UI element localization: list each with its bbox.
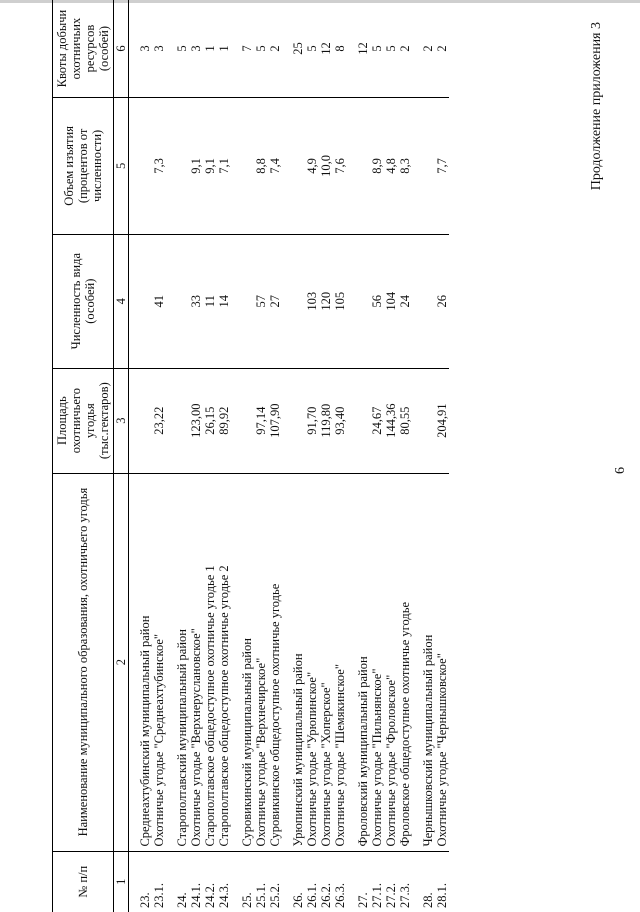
row-name: Старополтавское общедоступное охотничье угодье 2 bbox=[217, 473, 231, 851]
area-value: 97,14 bbox=[254, 368, 268, 473]
district-area-value bbox=[138, 368, 152, 473]
table-row bbox=[370, 0, 384, 912]
area-value: 204,91 bbox=[435, 368, 449, 473]
area-value: 107,90 bbox=[268, 368, 282, 473]
district-percent-value bbox=[291, 98, 305, 235]
table-header-row bbox=[53, 0, 114, 912]
row-name: Охотничье угодье "Чернышковское" bbox=[435, 473, 449, 851]
district-area-value bbox=[175, 368, 189, 473]
area-value: 80,55 bbox=[398, 368, 412, 473]
district-population-value bbox=[291, 234, 305, 368]
district-area-value bbox=[421, 368, 435, 473]
table-row bbox=[435, 0, 449, 912]
percent-value: 8,3 bbox=[398, 98, 412, 235]
row-number: 24.2. bbox=[203, 883, 217, 908]
district-area-value bbox=[240, 368, 254, 473]
district-percent-value bbox=[175, 98, 189, 235]
district-row bbox=[138, 0, 152, 912]
quota-value: 1 bbox=[217, 0, 231, 98]
district-percent-value bbox=[240, 98, 254, 235]
quota-value: 2 bbox=[268, 0, 282, 98]
percent-value: 4,9 bbox=[305, 98, 319, 235]
row-number: 28.1. bbox=[435, 883, 449, 908]
district-quota-value: 25 bbox=[291, 0, 305, 98]
area-value: 89,92 bbox=[217, 368, 231, 473]
district-row-name: Суровикинский муниципальный район bbox=[240, 473, 254, 851]
percent-value: 8,8 bbox=[254, 98, 268, 235]
district-row-name: Старополтавский муниципальный район bbox=[175, 473, 189, 851]
district-row-name: Урюпинский муниципальный район bbox=[291, 473, 305, 851]
row-number: 25.2. bbox=[268, 883, 282, 908]
column-index-row bbox=[114, 0, 129, 912]
group-spacer bbox=[412, 0, 421, 912]
population-value: 27 bbox=[268, 234, 282, 368]
table-row bbox=[268, 0, 282, 912]
table-row bbox=[152, 0, 166, 912]
header-cell-name: Наименование муниципального образования, охотничьего угодья bbox=[53, 473, 114, 851]
row-name: Охотничье угодье "Верхнечирское" bbox=[254, 473, 268, 851]
percent-value: 7,6 bbox=[333, 98, 347, 235]
district-row-name: Среднеахтубинский муниципальный район bbox=[138, 473, 152, 851]
area-value: 93,40 bbox=[333, 368, 347, 473]
district-quota-value: 2 bbox=[421, 0, 435, 98]
district-row-number: 25. bbox=[240, 892, 254, 908]
district-quota-value: 7 bbox=[240, 0, 254, 98]
population-value: 26 bbox=[435, 234, 449, 368]
group-spacer bbox=[282, 0, 291, 912]
row-number: 26.2. bbox=[319, 883, 333, 908]
quota-value: 2 bbox=[435, 0, 449, 98]
population-value: 11 bbox=[203, 234, 217, 368]
district-quota-value: 12 bbox=[356, 0, 370, 98]
table-row bbox=[254, 0, 268, 912]
district-row-number: 27. bbox=[356, 892, 370, 908]
row-name: Охотничье угодье "Хоперское" bbox=[319, 473, 333, 851]
quota-value: 8 bbox=[333, 0, 347, 98]
district-population-value bbox=[138, 234, 152, 368]
row-number: 25.1. bbox=[254, 883, 268, 908]
row-number: 23.1. bbox=[152, 883, 166, 908]
district-row-number: 23. bbox=[138, 892, 152, 908]
table-row bbox=[305, 0, 319, 912]
row-name: Охотничье угодье "Среднеахтубинское" bbox=[152, 473, 166, 851]
population-value: 105 bbox=[333, 234, 347, 368]
row-number: 24.3. bbox=[217, 883, 231, 908]
district-quota-value: 3 bbox=[138, 0, 152, 98]
district-population-value bbox=[175, 234, 189, 368]
area-value: 144,36 bbox=[384, 368, 398, 473]
district-quota-value: 5 bbox=[175, 0, 189, 98]
population-value: 103 bbox=[305, 234, 319, 368]
row-name: Охотничье угодье "Шемякинское" bbox=[333, 473, 347, 851]
quota-value: 5 bbox=[254, 0, 268, 98]
percent-value: 7,7 bbox=[435, 98, 449, 235]
group-spacer bbox=[231, 0, 240, 912]
percent-value: 7,4 bbox=[268, 98, 282, 235]
header-cell-area: Площадь охотничьего угодья (тыс.гектаров) bbox=[53, 368, 114, 473]
column-index: 2 bbox=[114, 473, 129, 851]
row-number: 27.2. bbox=[384, 883, 398, 908]
table-row bbox=[189, 0, 203, 912]
district-row-number: 26. bbox=[291, 892, 305, 908]
quota-value: 5 bbox=[305, 0, 319, 98]
header-cell-num: № п/п bbox=[53, 851, 114, 912]
continuation-label: Продолжение приложения 3 bbox=[589, 22, 604, 191]
row-name: Охотничье угодье "Урюпинское" bbox=[305, 473, 319, 851]
column-index: 5 bbox=[114, 98, 129, 235]
percent-value: 9,1 bbox=[189, 98, 203, 235]
table-row bbox=[333, 0, 347, 912]
district-row-number: 24. bbox=[175, 892, 189, 908]
population-value: 104 bbox=[384, 234, 398, 368]
district-percent-value bbox=[421, 98, 435, 235]
table-row bbox=[203, 0, 217, 912]
row-name: Охотничье угодье "Верхнеруслановское" bbox=[189, 473, 203, 851]
column-index: 4 bbox=[114, 234, 129, 368]
quota-value: 12 bbox=[319, 0, 333, 98]
page-number: 6 bbox=[613, 467, 628, 474]
district-row-name: Фроловский муниципальный район bbox=[356, 473, 370, 851]
quota-value: 3 bbox=[152, 0, 166, 98]
area-value: 91,70 bbox=[305, 368, 319, 473]
header-cell-population: Численность вида (особей) bbox=[53, 234, 114, 368]
population-value: 57 bbox=[254, 234, 268, 368]
table-row bbox=[217, 0, 231, 912]
quota-value: 5 bbox=[384, 0, 398, 98]
percent-value: 9,1 bbox=[203, 98, 217, 235]
area-value: 26,15 bbox=[203, 368, 217, 473]
percent-value: 7,3 bbox=[152, 98, 166, 235]
district-percent-value bbox=[356, 98, 370, 235]
table-row bbox=[319, 0, 333, 912]
district-area-value bbox=[291, 368, 305, 473]
header-cell-percent: Объем изъятия (процентов от численности) bbox=[53, 98, 114, 235]
percent-value: 7,1 bbox=[217, 98, 231, 235]
row-number: 27.3. bbox=[398, 883, 412, 908]
row-name: Фроловское общедоступное охотничье угодье bbox=[398, 473, 412, 851]
quota-value: 2 bbox=[398, 0, 412, 98]
population-value: 14 bbox=[217, 234, 231, 368]
percent-value: 10,0 bbox=[319, 98, 333, 235]
table-body bbox=[129, 0, 450, 912]
column-index: 3 bbox=[114, 368, 129, 473]
percent-value: 4,8 bbox=[384, 98, 398, 235]
district-row-name: Чернышковский муниципальный район bbox=[421, 473, 435, 851]
row-number: 27.1. bbox=[370, 883, 384, 908]
group-spacer bbox=[347, 0, 356, 912]
percent-value: 8,9 bbox=[370, 98, 384, 235]
group-spacer bbox=[166, 0, 175, 912]
population-value: 120 bbox=[319, 234, 333, 368]
district-row bbox=[175, 0, 189, 912]
table-row bbox=[398, 0, 412, 912]
row-number: 26.1. bbox=[305, 883, 319, 908]
row-number: 26.3. bbox=[333, 883, 347, 908]
district-row bbox=[356, 0, 370, 912]
district-row bbox=[291, 0, 305, 912]
row-name: Охотничье угодье "Пильнянское" bbox=[370, 473, 384, 851]
column-index: 6 bbox=[114, 0, 129, 98]
population-value: 24 bbox=[398, 234, 412, 368]
column-index: 1 bbox=[114, 851, 129, 912]
quota-value: 3 bbox=[189, 0, 203, 98]
district-percent-value bbox=[138, 98, 152, 235]
area-value: 23,22 bbox=[152, 368, 166, 473]
quota-table bbox=[52, 0, 449, 912]
district-area-value bbox=[356, 368, 370, 473]
header-cell-quota: Квоты добычи охотничьих ресурсов (особей) bbox=[53, 0, 114, 98]
district-row-number: 28. bbox=[421, 892, 435, 908]
quota-value: 5 bbox=[370, 0, 384, 98]
population-value: 41 bbox=[152, 234, 166, 368]
quota-value: 1 bbox=[203, 0, 217, 98]
table-row bbox=[384, 0, 398, 912]
row-number: 24.1. bbox=[189, 883, 203, 908]
group-spacer bbox=[129, 0, 139, 912]
district-population-value bbox=[421, 234, 435, 368]
row-name: Охотничье угодье "Фроловское" bbox=[384, 473, 398, 851]
district-row bbox=[421, 0, 435, 912]
area-value: 119,80 bbox=[319, 368, 333, 473]
row-name: Старополтавское общедоступное охотничье угодье 1 bbox=[203, 473, 217, 851]
district-population-value bbox=[240, 234, 254, 368]
area-value: 24,67 bbox=[370, 368, 384, 473]
row-name: Суровикинское общедоступное охотничье угодье bbox=[268, 473, 282, 851]
population-value: 33 bbox=[189, 234, 203, 368]
district-population-value bbox=[356, 234, 370, 368]
population-value: 56 bbox=[370, 234, 384, 368]
district-row bbox=[240, 0, 254, 912]
area-value: 123,00 bbox=[189, 368, 203, 473]
